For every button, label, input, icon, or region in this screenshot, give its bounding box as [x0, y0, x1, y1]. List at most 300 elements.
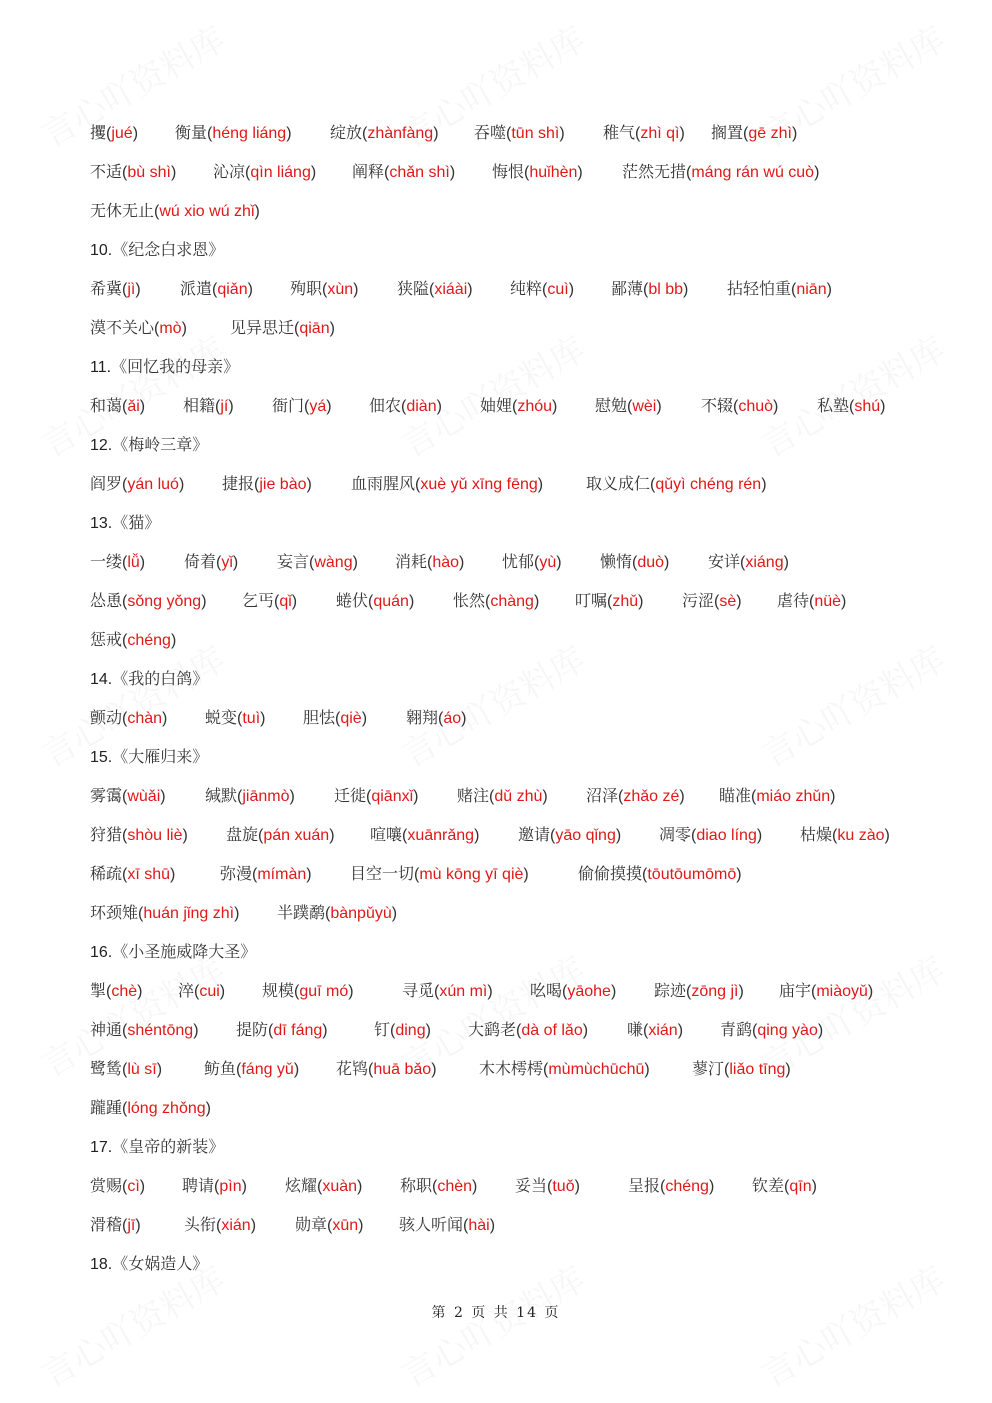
vocab-pinyin: dī fáng [273, 1022, 323, 1039]
section-number: 10. [90, 242, 113, 259]
vocab-item: 佃农(diàn) [369, 396, 442, 415]
section-heading [90, 433, 208, 458]
vocab-word: 妥当 [515, 1176, 548, 1195]
vocab-word: 鲂鱼 [204, 1059, 237, 1078]
vocab-item: 攫(jué) [90, 123, 139, 142]
vocab-word: 缄默 [205, 786, 238, 805]
vocab-item: 稚气(zhì qì) [603, 123, 685, 142]
vocab-word: 邀请 [518, 825, 551, 844]
vocab-word: 目空一切 [350, 864, 415, 883]
vocab-item: 聘请(pìn) [182, 1176, 247, 1195]
vocab-item: 花鸨(huā bǎo) [336, 1059, 437, 1078]
vocab-word: 枯燥 [800, 825, 833, 844]
vocab-item: 环颈雉(huán jǐng zhì) [90, 903, 240, 922]
watermark [391, 1252, 592, 1396]
section-title: 《皇帝的新装》 [112, 1137, 225, 1156]
vocab-item: 怂恿(sǒng yǒng) [90, 591, 207, 610]
section-number: 14. [90, 671, 113, 688]
vocab-item: 派遣(qiǎn) [180, 279, 253, 298]
vocab-item: 不辍(chuò) [701, 396, 779, 415]
vocab-word: 一缕 [90, 552, 123, 571]
vocab-item: 赏赐(cì) [90, 1176, 146, 1195]
vocab-item: 嗛(xián) [627, 1020, 684, 1039]
vocab-word: 蓼汀 [692, 1059, 725, 1078]
section-heading [90, 238, 224, 263]
vocab-item: 忧郁(yù) [502, 552, 562, 571]
vocab-pinyin: jiānmò [242, 788, 290, 805]
vocab-item: 妄言(wàng) [277, 552, 358, 571]
vocab-word: 翱翔 [406, 708, 439, 727]
vocab-pinyin: lǚ [127, 554, 140, 571]
vocab-word: 勋章 [295, 1215, 328, 1234]
vocab-word: 鄙薄 [611, 279, 644, 298]
vocab-word: 漠不关心 [90, 318, 155, 337]
vocab-pinyin: bù shì [127, 164, 171, 181]
vocab-pinyin: xún mì [439, 983, 488, 1000]
vocab-pinyin: xiáng [745, 554, 784, 571]
vocab-pinyin: jí [220, 398, 229, 415]
section-number: 13. [90, 515, 113, 532]
vocab-word: 钉 [374, 1020, 391, 1039]
vocab-word: 稀疏 [90, 864, 123, 883]
vocab-pinyin: qiān [299, 320, 330, 337]
vocab-word: 沁凉 [213, 162, 246, 181]
vocab-item: 安详(xiáng) [708, 552, 789, 571]
vocab-word: 大鹞老 [468, 1020, 517, 1039]
vocab-item: 取义成仁(qǔyì chéng rén) [586, 474, 767, 493]
vocab-pinyin: qiè [340, 710, 362, 727]
vocab-word: 赌注 [457, 786, 490, 805]
vocab-word: 搁置 [711, 123, 744, 142]
vocab-item: 规模(guī mó) [262, 981, 354, 1000]
vocab-pinyin: tūn shì [511, 125, 560, 142]
vocab-pinyin: sǒng yǒng [127, 593, 202, 610]
vocab-item: 绽放(zhànfàng) [330, 123, 439, 142]
vocab-item: 淬(cui) [178, 981, 226, 1000]
section-number: 11. [90, 359, 112, 376]
vocab-word: 弥漫 [220, 864, 253, 883]
vocab-pinyin: wàng [314, 554, 353, 571]
vocab-pinyin: yù [539, 554, 557, 571]
vocab-word: 绽放 [330, 123, 363, 142]
vocab-word: 盘旋 [226, 825, 259, 844]
vocab-item: 邀请(yāo qǐng) [518, 825, 622, 844]
vocab-item: 惩戒(chéng) [90, 630, 177, 649]
vocab-pinyin: mò [159, 320, 182, 337]
vocab-word: 提防 [236, 1020, 269, 1039]
vocab-pinyin: xuānrǎng [407, 827, 475, 844]
vocab-word: 私塾 [817, 396, 850, 415]
vocab-word: 怅然 [453, 591, 486, 610]
vocab-pinyin: liǎo tīng [729, 1061, 786, 1078]
section-heading [90, 511, 160, 536]
watermark [751, 632, 952, 776]
vocab-item: 阐释(chǎn shì) [352, 162, 456, 181]
vocab-item: 勋章(xūn) [295, 1215, 364, 1234]
vocab-pinyin: jì [127, 281, 136, 298]
vocab-word: 狩猎 [90, 825, 123, 844]
vocab-word: 殉职 [290, 279, 323, 298]
vocab-word: 掣 [90, 981, 107, 1000]
vocab-item: 翱翔(áo) [406, 708, 467, 727]
vocab-pinyin: diàn [406, 398, 437, 415]
vocab-word: 污涩 [682, 591, 715, 610]
vocab-item: 吆喝(yāohe) [530, 981, 617, 1000]
vocab-word: 骇人听闻 [399, 1215, 464, 1234]
vocab-word: 阐释 [352, 162, 385, 181]
vocab-pinyin: bànpǔyù [330, 905, 392, 922]
vocab-word: 神通 [90, 1020, 123, 1039]
vocab-word: 忧郁 [502, 552, 535, 571]
vocab-pinyin: cui [199, 983, 220, 1000]
vocab-item: 滑稽(jī) [90, 1215, 141, 1234]
vocab-item: 搁置(gē zhì) [711, 123, 798, 142]
vocab-word: 凋零 [659, 825, 692, 844]
vocab-word: 花鸨 [336, 1059, 369, 1078]
vocab-pinyin: xùn [327, 281, 354, 298]
vocab-pinyin: niān [796, 281, 827, 298]
section-number: 15. [90, 749, 113, 766]
vocab-word: 偷偷摸摸 [578, 864, 643, 883]
section-number: 16. [90, 944, 113, 961]
vocab-pinyin: xián [221, 1217, 251, 1234]
vocab-pinyin: ǎi [127, 398, 140, 415]
vocab-pinyin: quán [373, 593, 409, 610]
vocab-word: 佃农 [369, 396, 402, 415]
vocab-pinyin: zhóu [517, 398, 553, 415]
vocab-word: 狭隘 [397, 279, 430, 298]
section-title: 《女娲造人》 [112, 1254, 209, 1273]
vocab-pinyin: shéntōng [127, 1022, 194, 1039]
vocab-item: 吞噬(tūn shì) [474, 123, 565, 142]
vocab-item: 大鹞老(dà of lǎo) [468, 1020, 589, 1039]
vocab-pinyin: chéng [665, 1178, 709, 1195]
vocab-pinyin: tuì [242, 710, 261, 727]
vocab-item: 污涩(sè) [682, 591, 742, 610]
vocab-item: 喧嚷(xuānrǎng) [370, 825, 480, 844]
vocab-item: 凋零(diao líng) [659, 825, 763, 844]
vocab-item: 无休无止(wú xio wú zhǐ) [90, 201, 260, 220]
vocab-item: 消耗(hào) [395, 552, 465, 571]
vocab-word: 炫耀 [285, 1176, 318, 1195]
vocab-pinyin: miáo zhǔn [756, 788, 831, 805]
vocab-pinyin: zōng jì [691, 983, 739, 1000]
vocab-pinyin: chuò [738, 398, 774, 415]
vocab-item: 半蹼鹬(bànpǔyù) [277, 903, 398, 922]
vocab-pinyin: chàng [490, 593, 534, 610]
vocab-word: 稚气 [603, 123, 636, 142]
vocab-pinyin: yán luó [127, 476, 179, 493]
vocab-pinyin: zhànfàng [367, 125, 434, 142]
vocab-item: 鲂鱼(fáng yǔ) [204, 1059, 300, 1078]
vocab-word: 踪迹 [654, 981, 687, 1000]
vocab-pinyin: mímàn [257, 866, 307, 883]
section-number: 18. [90, 1256, 113, 1273]
vocab-item: 私塾(shú) [817, 396, 886, 415]
vocab-item: 枯燥(ku zào) [800, 825, 890, 844]
vocab-word: 嗛 [627, 1020, 644, 1039]
vocab-item: 悔恨(huǐhèn) [492, 162, 583, 181]
vocab-word: 衡量 [175, 123, 208, 142]
vocab-pinyin: lóng zhǒng [127, 1100, 206, 1117]
vocab-item: 懒惰(duò) [600, 552, 670, 571]
vocab-item: 偷偷摸摸(tōutōumōmō) [578, 864, 742, 883]
vocab-pinyin: gē zhì [748, 125, 792, 142]
vocab-word: 叮嘱 [575, 591, 608, 610]
watermark [391, 632, 592, 776]
vocab-word: 阎罗 [90, 474, 123, 493]
vocab-pinyin: cì [127, 1178, 140, 1195]
vocab-word: 悔恨 [492, 162, 525, 181]
vocab-item: 衡量(héng liáng) [175, 123, 292, 142]
vocab-word: 瞄准 [719, 786, 752, 805]
vocab-item: 叮嘱(zhǔ) [575, 591, 644, 610]
vocab-item: 虐待(nüè) [777, 591, 847, 610]
vocab-item: 颤动(chàn) [90, 708, 168, 727]
vocab-word: 怂恿 [90, 591, 123, 610]
vocab-word: 衙门 [272, 396, 305, 415]
section-heading [90, 667, 208, 692]
vocab-item: 蓼汀(liǎo tīng) [692, 1059, 791, 1078]
vocab-pinyin: zhì qì [640, 125, 680, 142]
section-title: 《回忆我的母亲》 [111, 357, 240, 376]
vocab-word: 躘踵 [90, 1098, 123, 1117]
vocab-word: 慰勉 [595, 396, 628, 415]
vocab-item: 雾霭(wùǎi) [90, 786, 166, 805]
vocab-item: 漠不关心(mò) [90, 318, 187, 337]
vocab-word: 头衔 [184, 1215, 217, 1234]
vocab-pinyin: fáng yǔ [241, 1061, 294, 1078]
vocab-word: 滑稽 [90, 1215, 123, 1234]
vocab-item: 木木樗樗(mùmùchūchū) [479, 1059, 650, 1078]
vocab-word: 雾霭 [90, 786, 123, 805]
vocab-item: 头衔(xián) [184, 1215, 257, 1234]
vocab-word: 鹭鸶 [90, 1059, 123, 1078]
vocab-pinyin: xiáài [434, 281, 468, 298]
vocab-item: 瞄准(miáo zhǔn) [719, 786, 836, 805]
vocab-pinyin: qiǎn [217, 281, 248, 298]
vocab-pinyin: tuǒ [552, 1178, 575, 1195]
vocab-pinyin: héng liáng [212, 125, 287, 142]
vocab-pinyin: áo [443, 710, 462, 727]
vocab-item: 提防(dī fáng) [236, 1020, 328, 1039]
vocab-pinyin: shòu liè [127, 827, 183, 844]
vocab-item: 迁徙(qiānxǐ) [334, 786, 419, 805]
vocab-pinyin: mù kōng yī qiè [419, 866, 524, 883]
vocab-pinyin: yāo qǐng [555, 827, 616, 844]
vocab-pinyin: hào [432, 554, 460, 571]
vocab-word: 钦差 [752, 1176, 785, 1195]
vocab-word: 淬 [178, 981, 195, 1000]
vocab-item: 寻觅(xún mì) [402, 981, 493, 1000]
vocab-word: 环颈雉 [90, 903, 139, 922]
vocab-pinyin: diao líng [696, 827, 757, 844]
vocab-item: 拈轻怕重(niān) [727, 279, 832, 298]
vocab-word: 不辍 [701, 396, 734, 415]
vocab-pinyin: wèi [632, 398, 657, 415]
vocab-pinyin: máng rán wú cuò [691, 164, 815, 181]
vocab-word: 妯娌 [480, 396, 513, 415]
vocab-item: 一缕(lǚ) [90, 552, 146, 571]
vocab-pinyin: qǔyì chéng rén [655, 476, 762, 493]
vocab-word: 吆喝 [530, 981, 563, 1000]
vocab-item: 鄙薄(bl bb) [611, 279, 689, 298]
vocab-word: 呈报 [628, 1176, 661, 1195]
vocab-item: 青鹞(qing yào) [720, 1020, 824, 1039]
vocab-item: 殉职(xùn) [290, 279, 359, 298]
vocab-item: 茫然无措(máng rán wú cuò) [622, 162, 820, 181]
vocab-word: 妄言 [277, 552, 310, 571]
section-title: 《纪念白求恩》 [112, 240, 225, 259]
vocab-word: 希冀 [90, 279, 123, 298]
vocab-word: 蜷伏 [336, 591, 369, 610]
vocab-pinyin: zhǎo zé [623, 788, 680, 805]
vocab-pinyin: pán xuán [263, 827, 330, 844]
vocab-word: 沼泽 [586, 786, 619, 805]
vocab-word: 半蹼鹬 [277, 903, 326, 922]
vocab-pinyin: dà of lǎo [521, 1022, 583, 1039]
watermark [751, 1252, 952, 1396]
vocab-item: 相籍(jí) [183, 396, 234, 415]
section-heading [90, 1135, 224, 1160]
vocab-word: 喧嚷 [370, 825, 403, 844]
vocab-item: 慰勉(wèi) [595, 396, 662, 415]
vocab-word: 派遣 [180, 279, 213, 298]
vocab-word: 庙宇 [779, 981, 812, 1000]
vocab-pinyin: ding [395, 1022, 426, 1039]
vocab-item: 狩猎(shòu liè) [90, 825, 188, 844]
vocab-item: 蜷伏(quán) [336, 591, 415, 610]
vocab-word: 乞丐 [242, 591, 275, 610]
vocab-item: 希冀(jì) [90, 279, 141, 298]
vocab-word: 规模 [262, 981, 295, 1000]
vocab-item: 钦差(qīn) [752, 1176, 817, 1195]
vocab-item: 狭隘(xiáài) [397, 279, 473, 298]
vocab-word: 和蔼 [90, 396, 123, 415]
vocab-word: 见异思迁 [230, 318, 295, 337]
vocab-pinyin: xián [648, 1022, 678, 1039]
vocab-word: 相籍 [183, 396, 216, 415]
vocab-pinyin: chèn [437, 1178, 473, 1195]
vocab-item: 赌注(dǔ zhù) [457, 786, 548, 805]
vocab-item: 骇人听闻(hài) [399, 1215, 496, 1234]
vocab-item: 怅然(chàng) [453, 591, 540, 610]
section-heading [90, 940, 256, 965]
vocab-pinyin: mùmùchūchū [548, 1061, 645, 1078]
vocab-item: 妯娌(zhóu) [480, 396, 558, 415]
section-number: 17. [90, 1139, 113, 1156]
vocab-item: 不适(bù shì) [90, 162, 177, 181]
vocab-item: 盘旋(pán xuán) [226, 825, 335, 844]
vocab-item: 纯粹(cuì) [510, 279, 575, 298]
section-heading [90, 1252, 208, 1277]
vocab-pinyin: nüè [814, 593, 842, 610]
vocab-word: 纯粹 [510, 279, 543, 298]
vocab-item: 乞丐(qǐ) [242, 591, 298, 610]
vocab-word: 木木樗樗 [479, 1059, 544, 1078]
vocab-word: 血雨腥风 [351, 474, 416, 493]
vocab-word: 聘请 [182, 1176, 215, 1195]
page-footer: 第 2 页 共 14 页 [431, 1305, 561, 1321]
vocab-pinyin: bl bb [648, 281, 684, 298]
vocab-word: 赏赐 [90, 1176, 123, 1195]
vocab-pinyin: jie bào [259, 476, 307, 493]
vocab-pinyin: chǎn shì [389, 164, 450, 181]
vocab-word: 捷报 [222, 474, 255, 493]
vocab-pinyin: dǔ zhù [494, 788, 543, 805]
section-heading [90, 355, 239, 380]
vocab-item: 胆怯(qiè) [303, 708, 368, 727]
vocab-item: 弥漫(mímàn) [220, 864, 312, 883]
section-title: 《梅岭三章》 [112, 435, 209, 454]
vocab-word: 懒惰 [600, 552, 633, 571]
vocab-item: 沁凉(qìn liáng) [213, 162, 317, 181]
vocab-pinyin: yá [309, 398, 327, 415]
section-title: 《我的白鸽》 [112, 669, 209, 688]
vocab-item: 见异思迁(qiān) [230, 318, 335, 337]
vocab-pinyin: huán jǐng zhì [143, 905, 235, 922]
vocab-item: 钉(ding) [374, 1020, 431, 1039]
vocab-pinyin: ku zào [837, 827, 885, 844]
vocab-word: 颤动 [90, 708, 123, 727]
vocab-word: 攫 [90, 123, 107, 142]
vocab-pinyin: chè [111, 983, 138, 1000]
vocab-pinyin: jué [111, 125, 133, 142]
vocab-pinyin: lù sī [127, 1061, 157, 1078]
vocab-item: 踪迹(zōng jì) [654, 981, 744, 1000]
vocab-pinyin: tōutōumōmō [647, 866, 737, 883]
vocab-word: 倚着 [184, 552, 217, 571]
vocab-item: 阎罗(yán luó) [90, 474, 185, 493]
section-title: 《大雁归来》 [112, 747, 209, 766]
vocab-pinyin: wú xio wú zhǐ [159, 203, 255, 220]
vocab-pinyin: qǐ [279, 593, 292, 610]
vocab-pinyin: xī shū [127, 866, 171, 883]
vocab-item: 庙宇(miàoyǔ) [779, 981, 874, 1000]
vocab-pinyin: wùǎi [127, 788, 161, 805]
vocab-pinyin: qīn [789, 1178, 812, 1195]
vocab-item: 称职(chèn) [400, 1176, 478, 1195]
vocab-item: 妥当(tuǒ) [515, 1176, 580, 1195]
vocab-pinyin: yāohe [567, 983, 611, 1000]
vocab-pinyin: pìn [219, 1178, 242, 1195]
vocab-item: 沼泽(zhǎo zé) [586, 786, 685, 805]
vocab-word: 迁徙 [334, 786, 367, 805]
vocab-word: 胆怯 [303, 708, 336, 727]
vocab-pinyin: miàoyǔ [816, 983, 868, 1000]
section-number: 12. [90, 437, 113, 454]
vocab-item: 血雨腥风(xuè yǔ xīng fēng) [351, 474, 544, 493]
vocab-pinyin: qiānxǐ [371, 788, 414, 805]
vocab-pinyin: zhǔ [612, 593, 639, 610]
vocab-pinyin: qing yào [757, 1022, 818, 1039]
vocab-word: 安详 [708, 552, 741, 571]
vocab-item: 和蔼(ǎi) [90, 396, 146, 415]
vocab-pinyin: duò [637, 554, 665, 571]
vocab-word: 青鹞 [720, 1020, 753, 1039]
vocab-word: 蜕变 [205, 708, 238, 727]
vocab-pinyin: shú [854, 398, 881, 415]
vocab-pinyin: jī [127, 1217, 136, 1234]
vocab-pinyin: cuì [547, 281, 569, 298]
vocab-word: 取义成仁 [586, 474, 651, 493]
vocab-pinyin: yǐ [221, 554, 233, 571]
vocab-word: 虐待 [777, 591, 810, 610]
vocab-word: 无休无止 [90, 201, 155, 220]
vocab-word: 吞噬 [474, 123, 507, 142]
vocab-pinyin: sè [719, 593, 737, 610]
vocab-word: 消耗 [395, 552, 428, 571]
